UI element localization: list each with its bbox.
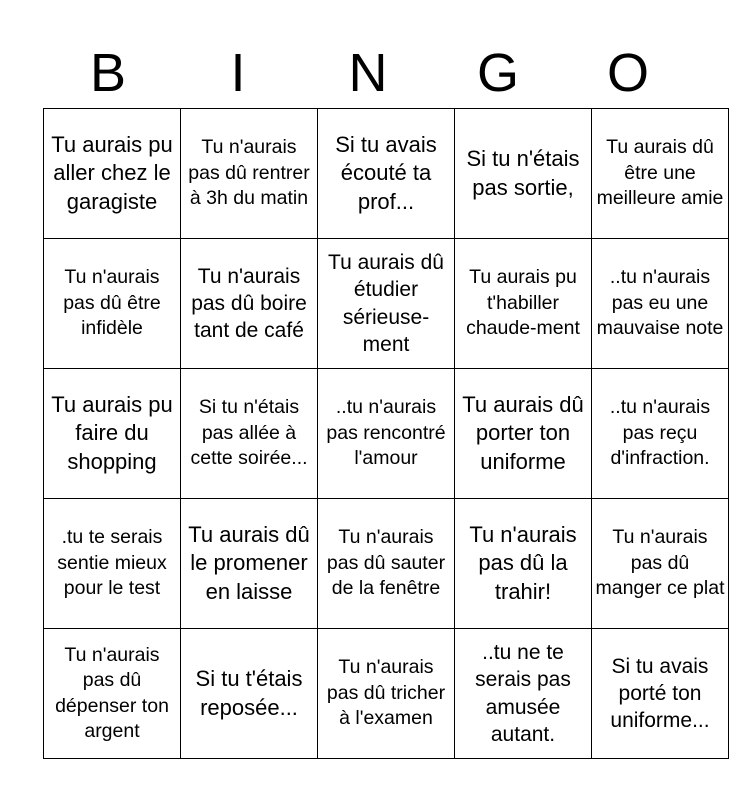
bingo-cell[interactable]: ..tu n'aurais pas rencontré l'amour xyxy=(318,369,455,499)
bingo-cell[interactable]: Tu aurais dû étudier sérieuse-ment xyxy=(318,239,455,369)
bingo-cell[interactable]: Si tu t'étais reposée... xyxy=(181,629,318,759)
bingo-cell[interactable]: ..tu n'aurais pas reçu d'infraction. xyxy=(592,369,729,499)
bingo-row xyxy=(44,109,729,239)
bingo-cell[interactable]: Tu n'aurais pas dû rentrer à 3h du matin xyxy=(181,109,318,239)
bingo-cell[interactable]: Si tu avais porté ton uniforme... xyxy=(592,629,729,759)
bingo-row xyxy=(44,369,729,499)
bingo-cell[interactable]: Tu n'aurais pas dû manger ce plat xyxy=(592,499,729,629)
bingo-cell[interactable]: Si tu avais écouté ta prof... xyxy=(318,109,455,239)
header-letter-o: O xyxy=(606,43,649,103)
header-letter-g: G xyxy=(476,43,519,103)
bingo-cell[interactable]: Si tu n'étais pas sortie, xyxy=(455,109,592,239)
header-letter-n: N xyxy=(348,43,388,103)
bingo-cell[interactable]: Tu aurais pu t'habiller chaude-ment xyxy=(455,239,592,369)
header-letter-i: I xyxy=(230,43,246,103)
bingo-cell[interactable]: Tu n'aurais pas dû tricher à l'examen xyxy=(318,629,455,759)
bingo-cell[interactable]: Tu n'aurais pas dû la trahir! xyxy=(455,499,592,629)
bingo-cell[interactable]: Si tu n'étais pas allée à cette soirée... xyxy=(181,369,318,499)
bingo-cell[interactable]: ..tu n'aurais pas eu une mauvaise note xyxy=(592,239,729,369)
bingo-cell[interactable]: Tu aurais dû porter ton uniforme xyxy=(455,369,592,499)
bingo-cell[interactable]: Tu n'aurais pas dû sauter de la fenêtre xyxy=(318,499,455,629)
bingo-row xyxy=(44,629,729,759)
bingo-cell[interactable]: Tu aurais dû être une meilleure amie xyxy=(592,109,729,239)
bingo-row xyxy=(44,499,729,629)
bingo-cell[interactable]: Tu n'aurais pas dû être infidèle xyxy=(44,239,181,369)
bingo-cell[interactable]: Tu n'aurais pas dû boire tant de café xyxy=(181,239,318,369)
bingo-cell[interactable]: Tu aurais pu aller chez le garagiste xyxy=(44,109,181,239)
bingo-cell[interactable]: Tu aurais pu faire du shopping xyxy=(44,369,181,499)
bingo-row xyxy=(44,239,729,369)
bingo-cell[interactable]: .tu te serais sentie mieux pour le test xyxy=(44,499,181,629)
bingo-cell[interactable]: Tu aurais dû le promener en laisse xyxy=(181,499,318,629)
bingo-header xyxy=(43,38,693,108)
bingo-card xyxy=(43,108,729,759)
header-letter-b: B xyxy=(89,43,127,103)
bingo-cell[interactable]: ..tu ne te serais pas amusée autant. xyxy=(455,629,592,759)
bingo-cell[interactable]: Tu n'aurais pas dû dépenser ton argent xyxy=(44,629,181,759)
